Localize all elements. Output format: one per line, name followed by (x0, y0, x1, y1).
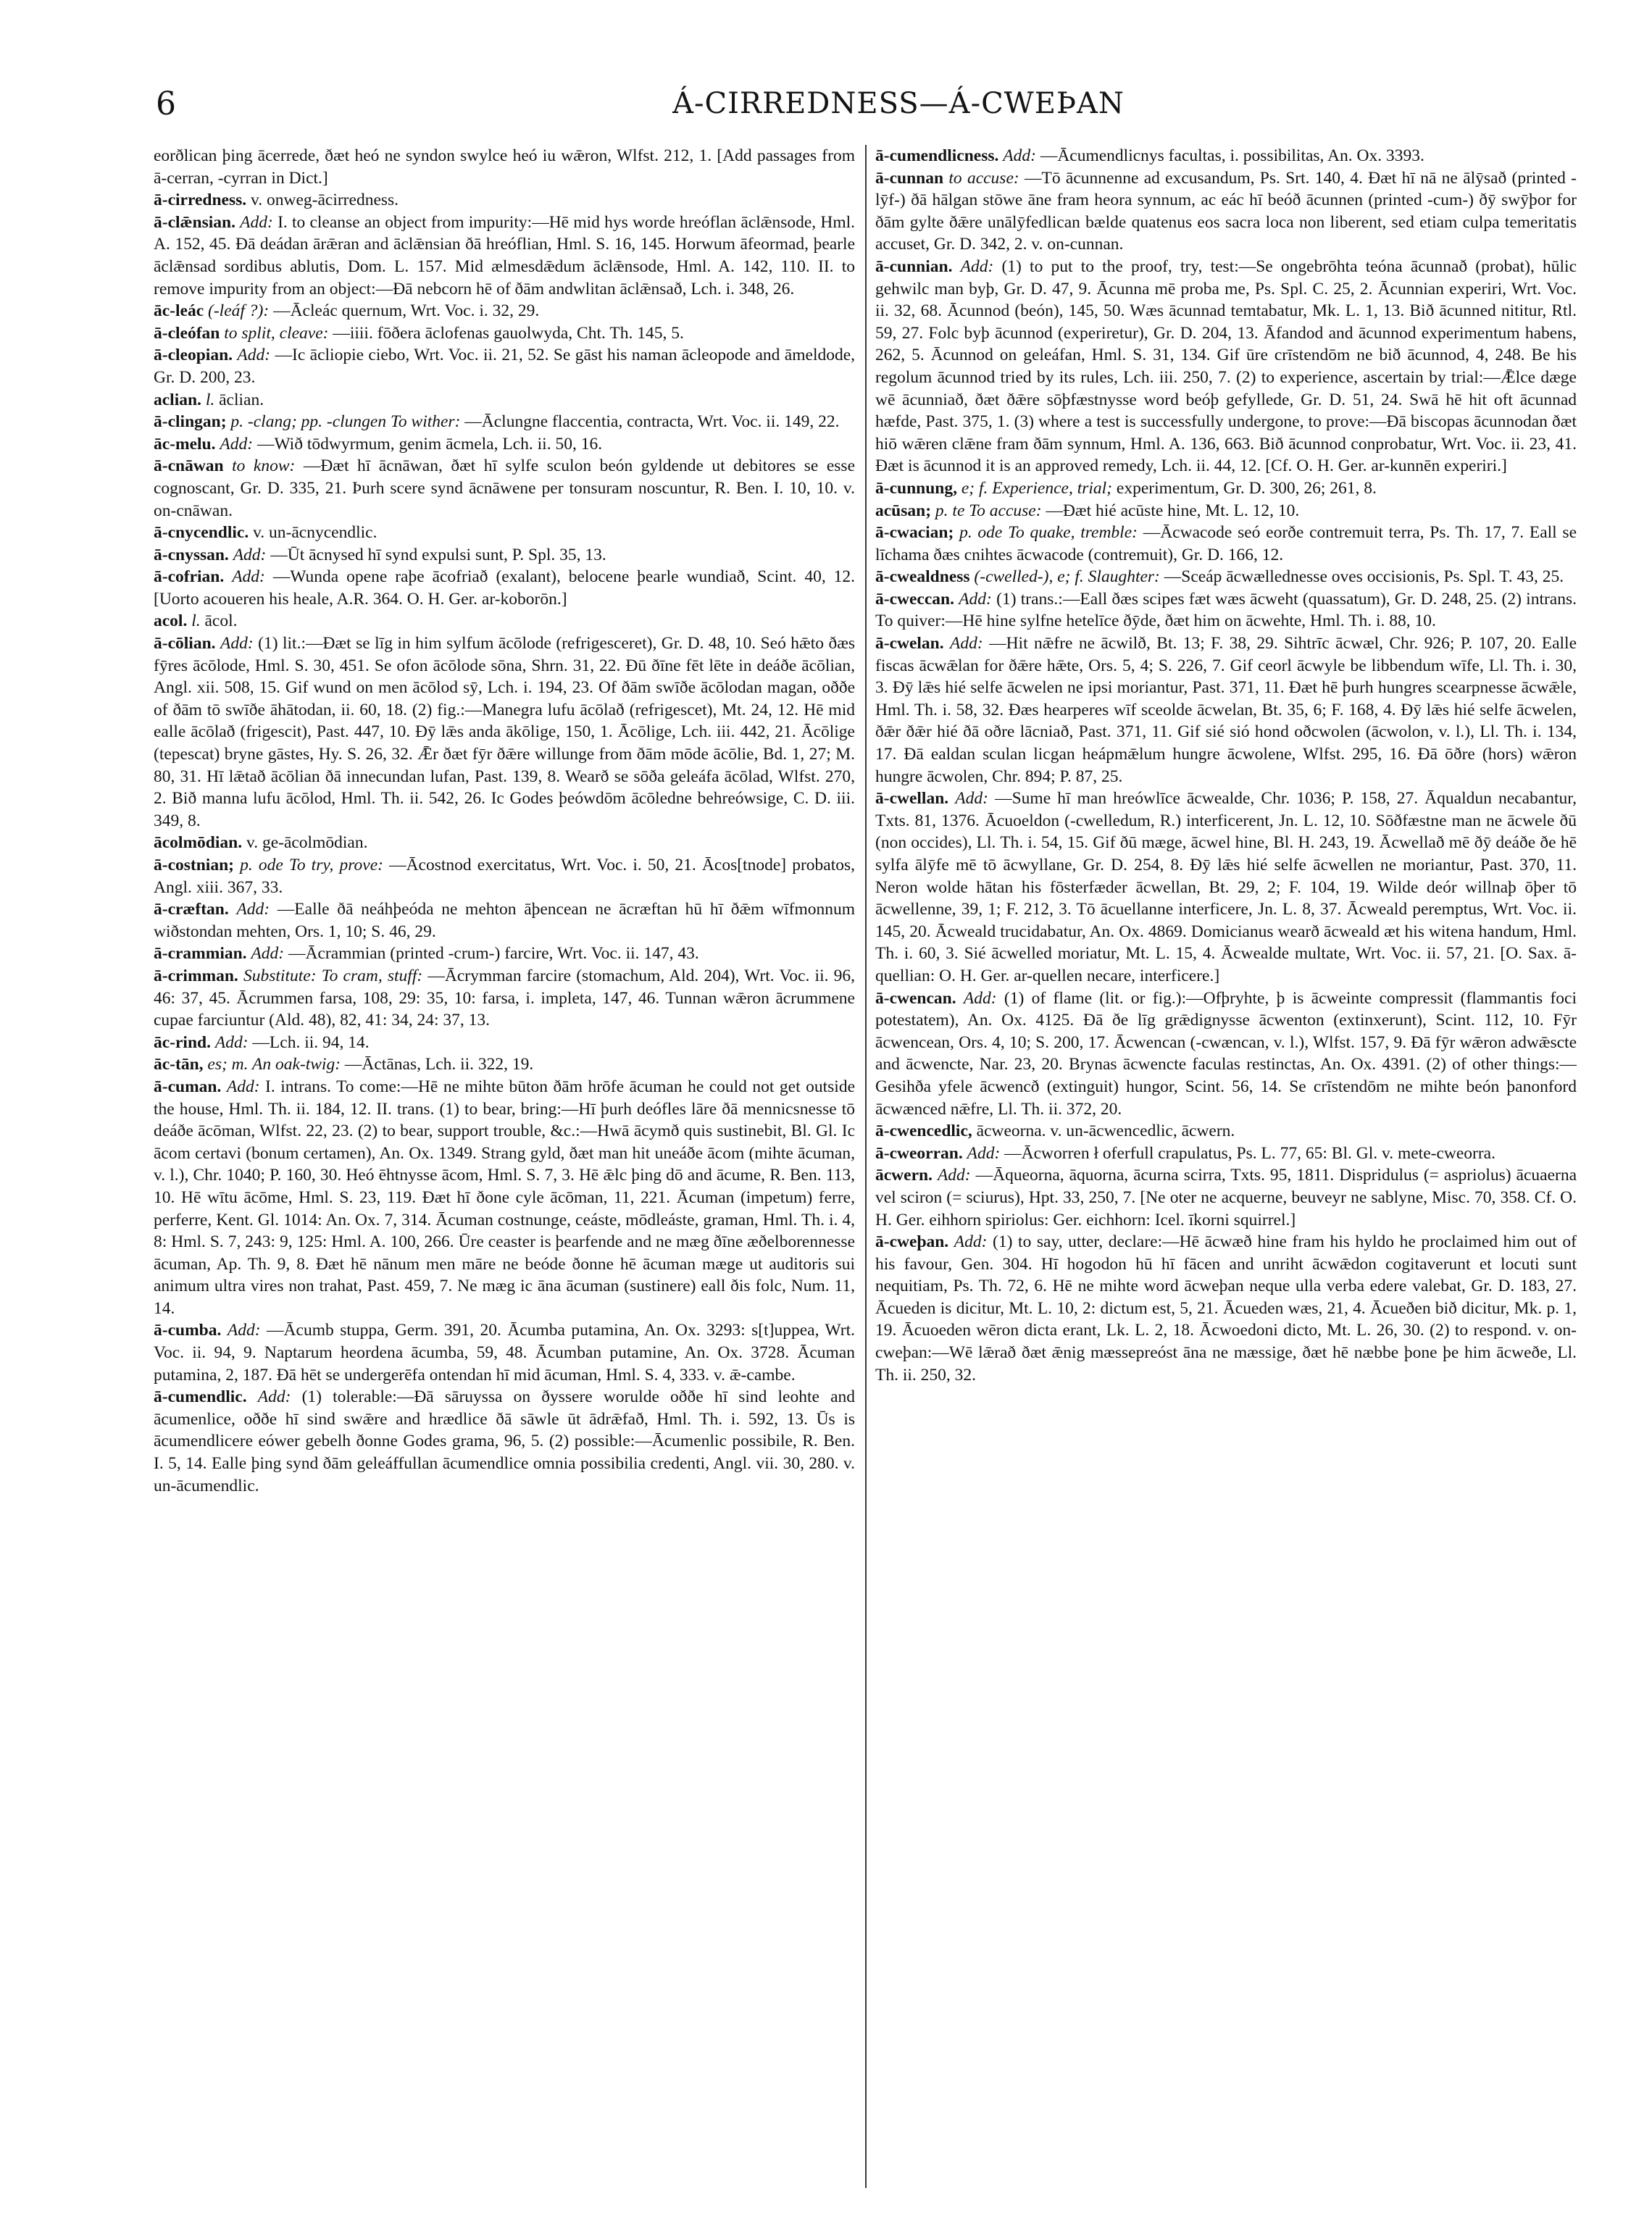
dictionary-entry (154, 832, 855, 854)
headword: ā-cwacian; (875, 523, 954, 543)
entry-note: e; f. Experience, trial; (961, 478, 1113, 498)
dictionary-entry (875, 522, 1577, 566)
entry-note: Add: (237, 346, 271, 365)
dictionary-entry (154, 943, 855, 965)
dictionary-entry (154, 632, 855, 832)
headword: āc-melu. (154, 434, 216, 454)
entry-text: —Ūt ācnysed hī synd expulsi sunt, P. Spl. 35, 13. (270, 545, 606, 564)
headword: ā-cwencan. (875, 988, 956, 1008)
headword: ā-cirredness. (154, 191, 247, 210)
dictionary-entry (875, 566, 1577, 588)
headword: ā-cwencedlic, (875, 1122, 972, 1141)
entry-text: —Ācostnod exercitatus, Wrt. Voc. i. 50, 21. Ācos[tnode] probatos, Angl. xiii. 367, 33. (154, 856, 855, 897)
headword: ā-cwealdness (875, 567, 970, 587)
entry-note: Add: (227, 1321, 261, 1340)
dictionary-entry (875, 167, 1577, 256)
entry-text: —Tō ācunnenne ad excusandum, Ps. Srt. 140, 4. Ðæt hī nā ne ālȳsað (printed -lȳf-) ðā hālgan stōwe āne fram heora synnum, ac eác hī beóð ācunnen (printed -cum-) ðȳ swȳþor for ðām gylte ðǣre unālȳfedlican bælde quatenus eos sacra loca non liberent, sed etiam culpa temeritatis accuset, Gr. D. 342, 2. v. on-cunnan. (875, 168, 1577, 254)
entry-note: p. -clang; pp. -clungen To wither: (230, 412, 461, 432)
headword: ā-clǣnsian. (154, 212, 235, 232)
entry-text: (1) trans.:—Eall ðæs scipes fæt wæs ācweht (quassatum), Gr. D. 248, 25. (2) intrans. To quiver:—Hē hine sylfne hetelīce ðȳde, ðæt him on ācwehte, Hml. Th. i. 88, 10. (875, 589, 1577, 631)
entry-text: —Ācumendlicnys facultas, i. possibilitas, An. Ox. 3393. (1040, 146, 1424, 165)
headword: ā-cræftan. (154, 900, 229, 919)
dictionary-entry (154, 854, 855, 898)
entry-text: (1) lit.:—Ðæt se līg in him sylfum ācōlode (refrigesceret), Gr. D. 48, 10. Seó hǣto ðæs fȳres ācōlode, Hml. S. 30, 451. Se ofon ācōlode sōna, Shrn. 31, 22. Ðū ðīne fēt lēte in deáðe ācōlian, Angl. xii. 508, 15. Gif wund on men ācōlod sȳ, Lch. i. 194, 23. Of ðām swīðe ācōlodan magan, oððe of ðām tō swīðe āhātodan, ii. 60, 18. (2) fig.:—Manegra lufu ācōlað (refrigescet), Mt. 24, 12. Hē mid ealle ācōlað (frigescit), Past. 447, 10. Ðȳ lǣs anda ākōlige, 150, 1. Ācōlige, Lch. iii. 442, 21. Ācōlige (tepescat) bryne gāstes, Hy. S. 26, 32. Ǣr ðæt fȳr ðǣre willunge from ðām mōde ācōlie, Bd. 1, 27; M. 80, 31. Hī lǣtað ācōlian ðā innecundan lufan, Past. 139, 8. Wearð se sōða geleáfa ācōlad, Wlfst. 270, 2. Bið manna lufu ācōlod, Hml. Th. ii. 542, 26. Ic Godes þeówdōm ācōledne behreówsige, C. D. iii. 349, 8. (154, 634, 855, 830)
dictionary-entry (154, 566, 855, 610)
right-column (875, 145, 1577, 2188)
column-divider (865, 145, 867, 2188)
entry-note: Add: (955, 789, 988, 809)
headword: āc-rind. (154, 1032, 211, 1052)
entry-note: Add: (954, 1232, 988, 1252)
entry-note: Add: (214, 1032, 249, 1052)
dictionary-entry (154, 610, 855, 632)
dictionary-entry (875, 788, 1577, 987)
dictionary-entry (154, 1319, 855, 1386)
headword: ā-cōlian. (154, 634, 216, 654)
entry-text: —Ðæt hī ācnāwan, ðæt hī sylfe sculon beón gyldende ut debitores se esse cognoscant, Gr. D. 335, 21. Þurh scere synd ācnāwene per tonsuram noscuntur, R. Ben. I. 10, 10. v. on-cnāwan. (154, 456, 855, 520)
dictionary-entry (154, 898, 855, 943)
entry-text: v. ge-ācolmōdian. (246, 833, 368, 853)
entry-note: Add: (967, 1143, 1001, 1163)
entry-text: —Āclungne flaccentia, contracta, Wrt. Voc. ii. 149, 22. (464, 412, 840, 432)
headword: ā-clingan; (154, 412, 227, 432)
entry-text: —Ācrymman farcire (stomachum, Ald. 204), Wrt. Voc. ii. 96, 46: 37, 45. Ācrummen farsa, 108, 29: 35, 10: farsa, i. impleta, 147, 46. Tunnan wǣron ācrummene cupae farciuntur (Ald. 48), 82, 41: 34, 24: 37, 13. (154, 966, 855, 1030)
entry-text: —Ðæt hié acūste hine, Mt. L. 12, 10. (1046, 501, 1300, 520)
entry-note: Add: (220, 434, 254, 454)
dictionary-entry (154, 389, 855, 412)
dictionary-entry (154, 212, 855, 300)
headword: ā-cofrian. (154, 567, 225, 587)
entry-note: Add: (960, 256, 994, 276)
headword: āc-tān, (154, 1055, 204, 1074)
page-number: 6 (156, 85, 176, 122)
headword: aclian. (154, 390, 201, 409)
dictionary-entry (154, 1032, 855, 1054)
entry-text: —Ic ācliopie ciebo, Wrt. Voc. ii. 21, 52. Se gāst his naman ācleopode and āmeldode, Gr. D. 200, 23. (154, 346, 855, 387)
headword: ā-cnyssan. (154, 545, 229, 564)
entry-text: —Wunda opene raþe ācofriað (exalant), belocene þearle wundiað, Scint. 40, 12. [Uorto acoueren his heale, A.R. 364. O. H. Ger. ar-koborōn.] (154, 567, 855, 609)
headword: ā-cumba. (154, 1321, 222, 1340)
headword: ā-cumendlic. (154, 1387, 247, 1407)
entry-text: (1) to put to the proof, try, test:—Se ongebrōhta teóna ācunnað (probat), hūlic gehwilc man byþ, Gr. D. 47, 9. Ācunna mē proba me, Ps. Spl. C. 25, 2. Ācunnian experiri, Wrt. Voc. ii. 32, 68. Ācunnod (beón), 145, 50. Wæs ācunnad temtabatur, Mk. L. 1, 13. Bið ācunned nititur, Rtl. 59, 27. Folc byþ ācunnod (experiretur), Gr. D. 204, 13. Āfandod and ācunnod experimentum habens, 262, 5. Ācunnod on geleáfan, Hml. S. 31, 134. Gif ūre crīstendōm ne bið ācunnod, 4, 248. Be his regolum ācunnod tried by its rules, Lch. iii. 250, 7. (2) to experience, ascertain by trial:—Ǣlce dæge wē ācunniað, ðæt ðǣre sōþfæstnysse word beóþ gefyllede, Gr. D. 51, 24. Swā hē hit oft ācunnad hæfde, Past. 375, 1. (3) where a test is successfully undergone, to prove:—Ðā biscopas ācunnodan ðæt hiō wǣren clǣne fram ðām synnum, Hml. A. 136, 663. Bið ācunnod conprobatur, Wrt. Voc. ii. 23, 41. Ðæt is ācunnod it is an approved remedy, Lch. ii. 44, 12. [Cf. O. H. Ger. ar-kunnēn experiri.] (875, 256, 1577, 476)
entry-note: Add: (233, 545, 267, 564)
entry-text: āclian. (219, 390, 264, 409)
entry-note: Add: (963, 988, 997, 1008)
dictionary-entry (875, 988, 1577, 1121)
dictionary-entry (875, 632, 1577, 788)
entry-text: —Ācwacode seó eorðe contremuit terra, Ps. Th. 17, 7. Eall se līchama ðæs cnihtes ācwacode (contremuit), Gr. D. 166, 12. (875, 523, 1577, 564)
dictionary-entry (154, 1386, 855, 1497)
entry-note: Add: (220, 634, 254, 654)
entry-text: (1) tolerable:—Ðā sāruyssa on ðyssere worulde oððe hī sind leohte and ācumenlice, oððe hī sind swǣre and hrædlice ðā sāwle ūt ādrǣfað, Hml. Th. i. 592, 13. Ūs is ācumendlicere eówer gebelh ðonne Godes grama, 96, 5. (2) possible:—Ācumenlic possibile, R. Ben. I. 5, 14. Ealle þing synd ðām geleáffullan ācumendlice omnia possibilia credenti, Angl. vii. 30, 280. v. un-ācumendlic. (154, 1387, 855, 1495)
entry-text: —Ācworren ł oferfull crapulatus, Ps. L. 77, 65: Bl. Gl. v. mete-cweorra. (1004, 1143, 1495, 1163)
running-head: Á-CIRREDNESS—Á-CWEÞAN (672, 87, 1125, 120)
entry-note: l. (205, 390, 215, 409)
entry-note: Add: (950, 634, 983, 654)
entry-text: I. intrans. To come:—Hē ne mihte būton ðām hrōfe ācuman he could not get outside the house, Hml. Th. ii. 184, 12. II. trans. (1) to bear, bring:—Hī þurh deófles lāre ðā mennicsnesse tō deáðe ācōman, Wlfst. 22, 23. (2) to bear, support trouble, &c.:—Hwā ācymð quis sustinebit, Bl. Gl. Ic ācom certavi (bonum certamen), An. Ox. 1349. Strang gyld, ðæt man hit uneáðe ācom (mihte ācuman, v. l.), Chr. 1040; P. 160, 30. Heó ēhtnysse ācom, Hml. S. 7, 3. Hē ǣlc þing dō and ācume, R. Ben. 113, 10. Hē wītu ācōme, Hml. S. 23, 119. Ðæt hī ðone cyle ācōman, 11, 221. Ācuman (impetum) ferre, perferre, Kent. Gl. 1014: An. Ox. 7, 314. Ācuman costnunge, ceáste, mōdleáste, graman, Hml. Th. i. 4, 8: Hml. S. 7, 243: 9, 125: Hml. A. 100, 266. Ūre ceaster is þearfende and ne mæg ðīne æðelborennesse ācuman, Ap. Th. 9, 8. Ðæt hē nānum men māre ne beóde ðonne hē ācuman mæge ut auditoris sui animum ultra vires non trahat, Past. 459, 7. Ne mæg ic āna ācuman (sustinere) eall ðis folc, Num. 11, 14. (154, 1077, 855, 1318)
dictionary-entry (154, 1053, 855, 1076)
entry-text: —Ācrammian (printed -crum-) farcire, Wrt. Voc. ii. 147, 43. (288, 944, 699, 964)
dictionary-entry (875, 500, 1577, 522)
entry-note: (-leáf ?): (208, 301, 270, 321)
entry-text: v. un-ācnycendlic. (253, 523, 377, 543)
headword: ā-cwelan. (875, 634, 944, 654)
entry-text: (1) of flame (lit. or fig.):—Ofþryhte, þ is ācweinte compressit (flammantis foci potestatem), An. Ox. 4125. Ðā ðe līg grǣdignysse ācwenton (extinxerunt), Scint. 112, 10. Fȳr ācwencean, Ors. 4, 10; S. 200, 17. Ācwencan (-cwæncan, v. l.), Wlfst. 157, 9. Ðā fȳr wǣron adwǣscte and ācwencte, Nar. 23, 20. Brynas ācwencte faculas restinctas, An. Ox. 4391. (2) of other things:—Gesihða yfele ācwencð (extinguit) hungor, Scint. 56, 14. Se crīstendōm ne mihte beón þanonford ācwænced nǣfre, Ll. Th. ii. 372, 20. (875, 988, 1577, 1119)
entry-note: Add: (240, 212, 273, 232)
entry-note: Add: (236, 900, 270, 919)
entry-text: —Ācleác quernum, Wrt. Voc. i. 32, 29. (273, 301, 540, 321)
dictionary-entry (154, 1076, 855, 1320)
dictionary-entry (875, 1231, 1577, 1386)
headword: acūsan; (875, 501, 932, 520)
entry-note: to know: (232, 456, 296, 476)
left-column (154, 145, 855, 2188)
dictionary-entry (154, 300, 855, 322)
dictionary-entry (154, 455, 855, 522)
dictionary-entry (875, 477, 1577, 500)
entry-note: Add: (1003, 146, 1036, 165)
dictionary-entry (154, 544, 855, 567)
dictionary-entry (875, 588, 1577, 632)
entry-note: Add: (251, 944, 285, 964)
entry-text: —Lch. ii. 94, 14. (252, 1032, 370, 1052)
dictionary-entry (875, 1120, 1577, 1143)
dictionary-entry (154, 522, 855, 544)
entry-note: to split, cleave: (224, 323, 329, 343)
dictionary-entry (875, 256, 1577, 477)
entry-note: Add: (959, 589, 992, 609)
entry-text: experimentum, Gr. D. 300, 26; 261, 8. (1116, 478, 1377, 498)
entry-note: Substitute: To cram, stuff: (243, 966, 423, 985)
dictionary-entry (154, 322, 855, 345)
entry-text: —Ācumb stuppa, Germ. 391, 20. Ācumba putamina, An. Ox. 3293: s[t]uppea, Wrt. Voc. ii. 94, 9. Naptarum heordena ācumba, 59, 48. Ācumban putamine, An. Ox. 3728. Ācuman putamina, 2, 187. Ðā hēt se undergerēfa ontendan hī mid ācuman, Hml. S. 4, 333. v. ǣ-cambe. (154, 1321, 855, 1385)
entry-text: —Sceáp ācwællednesse oves occisionis, Ps. Spl. T. 43, 25. (1164, 567, 1564, 587)
headword: ā-cleófan (154, 323, 220, 343)
entry-text: —Āqueorna, āquorna, ācurna scirra, Txts. 95, 1811. Dispridulus (= aspriolus) ācuaerna vel sciron (= sciurus), Hpt. 33, 250, 7. [Ne oter ne acquerne, beuveyr ne sablyne, Misc. 70, 358. Cf. O. H. Ger. eihhorn spiriolus: Ger. eichhorn: Icel. īkorni squirrel.] (875, 1166, 1577, 1229)
headword: ā-cuman. (154, 1077, 222, 1096)
dictionary-entry (875, 145, 1577, 167)
entry-text: —iiii. fōðera āclofenas gauolwyda, Cht. Th. 145, 5. (333, 323, 684, 343)
entry-note: p. ode To try, prove: (240, 856, 383, 874)
headword: ā-cunnung, (875, 478, 957, 498)
dictionary-entry (154, 965, 855, 1032)
dictionary-entry (154, 411, 855, 433)
headword: ā-cnāwan (154, 456, 224, 476)
entry-note: es; m. An oak-twig: (207, 1055, 341, 1074)
dictionary-entry (875, 1164, 1577, 1231)
entry-text: —Ealle ðā neáhþeóda ne mehton āþencean ne ācræftan hū hī ðǣm wīfmonnum wiðstondan mehten, Ors. 1, 10; S. 46, 29. (154, 900, 855, 941)
entry-note: p. ode To quake, tremble: (959, 523, 1138, 543)
entry-note: Add: (257, 1387, 291, 1407)
dictionary-entry (154, 433, 855, 456)
headword: acol. (154, 611, 188, 631)
headword: ā-cnycendlic. (154, 523, 249, 543)
entry-note: Add: (937, 1166, 971, 1185)
dictionary-entry (154, 145, 855, 189)
dictionary-entry (875, 1143, 1577, 1165)
entry-text: —Sume hī man hreówlīce ācwealde, Chr. 1036; P. 158, 27. Āqualdun necabantur, Txts. 81, 1376. Ācuoeldon (-cwelledum, R.) interficerent, Jn. L. 12, 10. Sōðfæstne man ne ācwele ðū (non occides), Ll. Th. i. 54, 15. Gif ðū mæge, ācwel hine, Bl. H. 243, 19. Ācwellað mē ðȳ deáðe ðe hē sylfa ālȳfe mē tō ācwyllane, Gr. D. 254, 8. Ðȳ lǣs hié selfe ācwellen ne moriantur, Past. 370, 11. Neron wolde hātan his fōsterfæder ācwellan, Bt. 29, 2; F. 104, 19. Wilde deór willnaþ ōþer tō ācwellenne, 39, 1; F. 212, 3. Tō ācuellanne interficere, Jn. L. 8, 37. Ācweald peremptus, Wrt. Voc. ii. 145, 20. Ācweald trucidabatur, An. Ox. 4869. Domicianus wearð ācweald æt his witena handum, Hml. Th. i. 60, 3. Sié ācwelled moriatur, Mt. L. 15, 4. Ācwealde multate, Wrt. Voc. ii. 57, 21. [O. Sax. ā-quellian: O. H. Ger. ar-quellen necare, interficere.] (875, 789, 1577, 985)
entry-text: I. to cleanse an object from impurity:—Hē mid hys worde hreóflan āclǣnsode, Hml. A. 152, 45. Ðā deádan ārǣran and āclǣnsian ðā hreóflian, Hml. S. 16, 145. Horwum āfeormad, þearle āclǣnsad sordibus ablutis, Dom. L. 157. Mid ælmesdǣdum āclǣnsode, Hml. A. 142, 110. II. to remove impurity from an object:—Ðā nebcorn hē of ðām andwlitan āclǣnsað, Lch. i. 348, 26. (154, 212, 855, 298)
entry-text: eorðlican þing ācerrede, ðæt heó ne syndon swylce heó iu wǣron, Wlfst. 212, 1. [Add passages from ā-cerran, -cyrran in Dict.] (154, 146, 855, 188)
headword: āc-leác (154, 301, 204, 321)
headword: ā-costnian; (154, 856, 234, 874)
headword: ā-crammian. (154, 944, 247, 964)
headword: ācwern. (875, 1166, 933, 1185)
headword: ā-cweorran. (875, 1143, 963, 1163)
entry-text: —Āctānas, Lch. ii. 322, 19. (344, 1055, 534, 1074)
entry-text: v. onweg-ācirredness. (251, 191, 399, 210)
entry-note: to accuse: (948, 168, 1019, 188)
headword: ā-cleopian. (154, 346, 233, 365)
headword: ā-crimman. (154, 966, 238, 985)
entry-text: ācweorna. v. un-ācwencedlic, ācwern. (976, 1122, 1235, 1141)
headword: ācolmōdian. (154, 833, 243, 853)
entry-note: p. te To accuse: (935, 501, 1042, 520)
dictionary-entry (154, 344, 855, 388)
entry-text: (1) to say, utter, declare:—Hē ācwæð hine fram his hyldo he proclaimed him out of his favour, Gen. 304. Hī hogodon hū hī fācen and unriht ācwǣdon cogitaverunt et locuti sunt nequitiam, Ps. Th. 72, 6. Hē ne mihte word ācweþan neque ulla verba edere valebat, Gr. D. 183, 27. Ācueden is dicitur, Mt. L. 10, 2: dictum est, 5, 21. Ācueden wæs, 21, 4. Ācueðen bið dicitur, Mk. p. 1, 19. Ācuoeden wēron dicta erant, Lk. L. 2, 18. Ācwoedoni dicto, Mt. L. 26, 30. (2) to respond. v. on-cweþan:—Wē lǣrað ðæt ǣnig mæssepreóst āna ne mæssige, ðæt hē næbbe þone þe him ācweðe, Ll. Th. ii. 250, 32. (875, 1232, 1577, 1385)
headword: ā-cumendlicness. (875, 146, 999, 165)
entry-text: —Wið tōdwyrmum, genim ācmela, Lch. ii. 50, 16. (256, 434, 603, 454)
entry-note: l. (191, 611, 201, 631)
entry-text: —Hit nǣfre ne ācwilð, Bt. 13; F. 38, 29. Sihtrīc ācwæl, Chr. 926; P. 107, 20. Ealle fiscas ācwǣlan for ðǣre hǣte, Ors. 5, 4; S. 226, 7. Gif ceorl ācwyle be libbendum wīfe, Ll. Th. i. 30, 3. Ðȳ lǣs hié selfe ācwelen ne ipsi moriantur, Past. 371, 11. Ðæt hē þurh hungres scearpnesse ācwǣle, Hml. Th. i. 58, 32. Ðæs hearperes wīf sceolde ācwelan, Bt. 35, 6; F. 168, 4. Ðȳ lǣs hié selfe ācwelen, ðǣr ðǣr hié ðā oðre lācniað, Past. 371, 11. Gif sié sió hond oðcwolen (ācwolon, v. l.), Ll. Th. i. 134, 17. Ðā ealdan sculan licgan heápmǣlum hungre ācwolene, Wlfst. 295, 16. Ðā ōðre (hors) wǣron hungre ācwolen, Chr. 894; P. 87, 25. (875, 634, 1577, 786)
entry-text: ācol. (204, 611, 238, 631)
headword: ā-cwellan. (875, 789, 949, 809)
entry-note: Add: (232, 567, 265, 587)
entry-note: Add: (226, 1077, 260, 1096)
headword: ā-cweþan. (875, 1232, 949, 1252)
headword: ā-cunnan (875, 168, 944, 188)
entry-note: (-cwelled-), e; f. Slaughter: (974, 567, 1160, 587)
headword: ā-cweccan. (875, 589, 954, 609)
dictionary-entry (154, 189, 855, 212)
headword: ā-cunnian. (875, 256, 953, 276)
